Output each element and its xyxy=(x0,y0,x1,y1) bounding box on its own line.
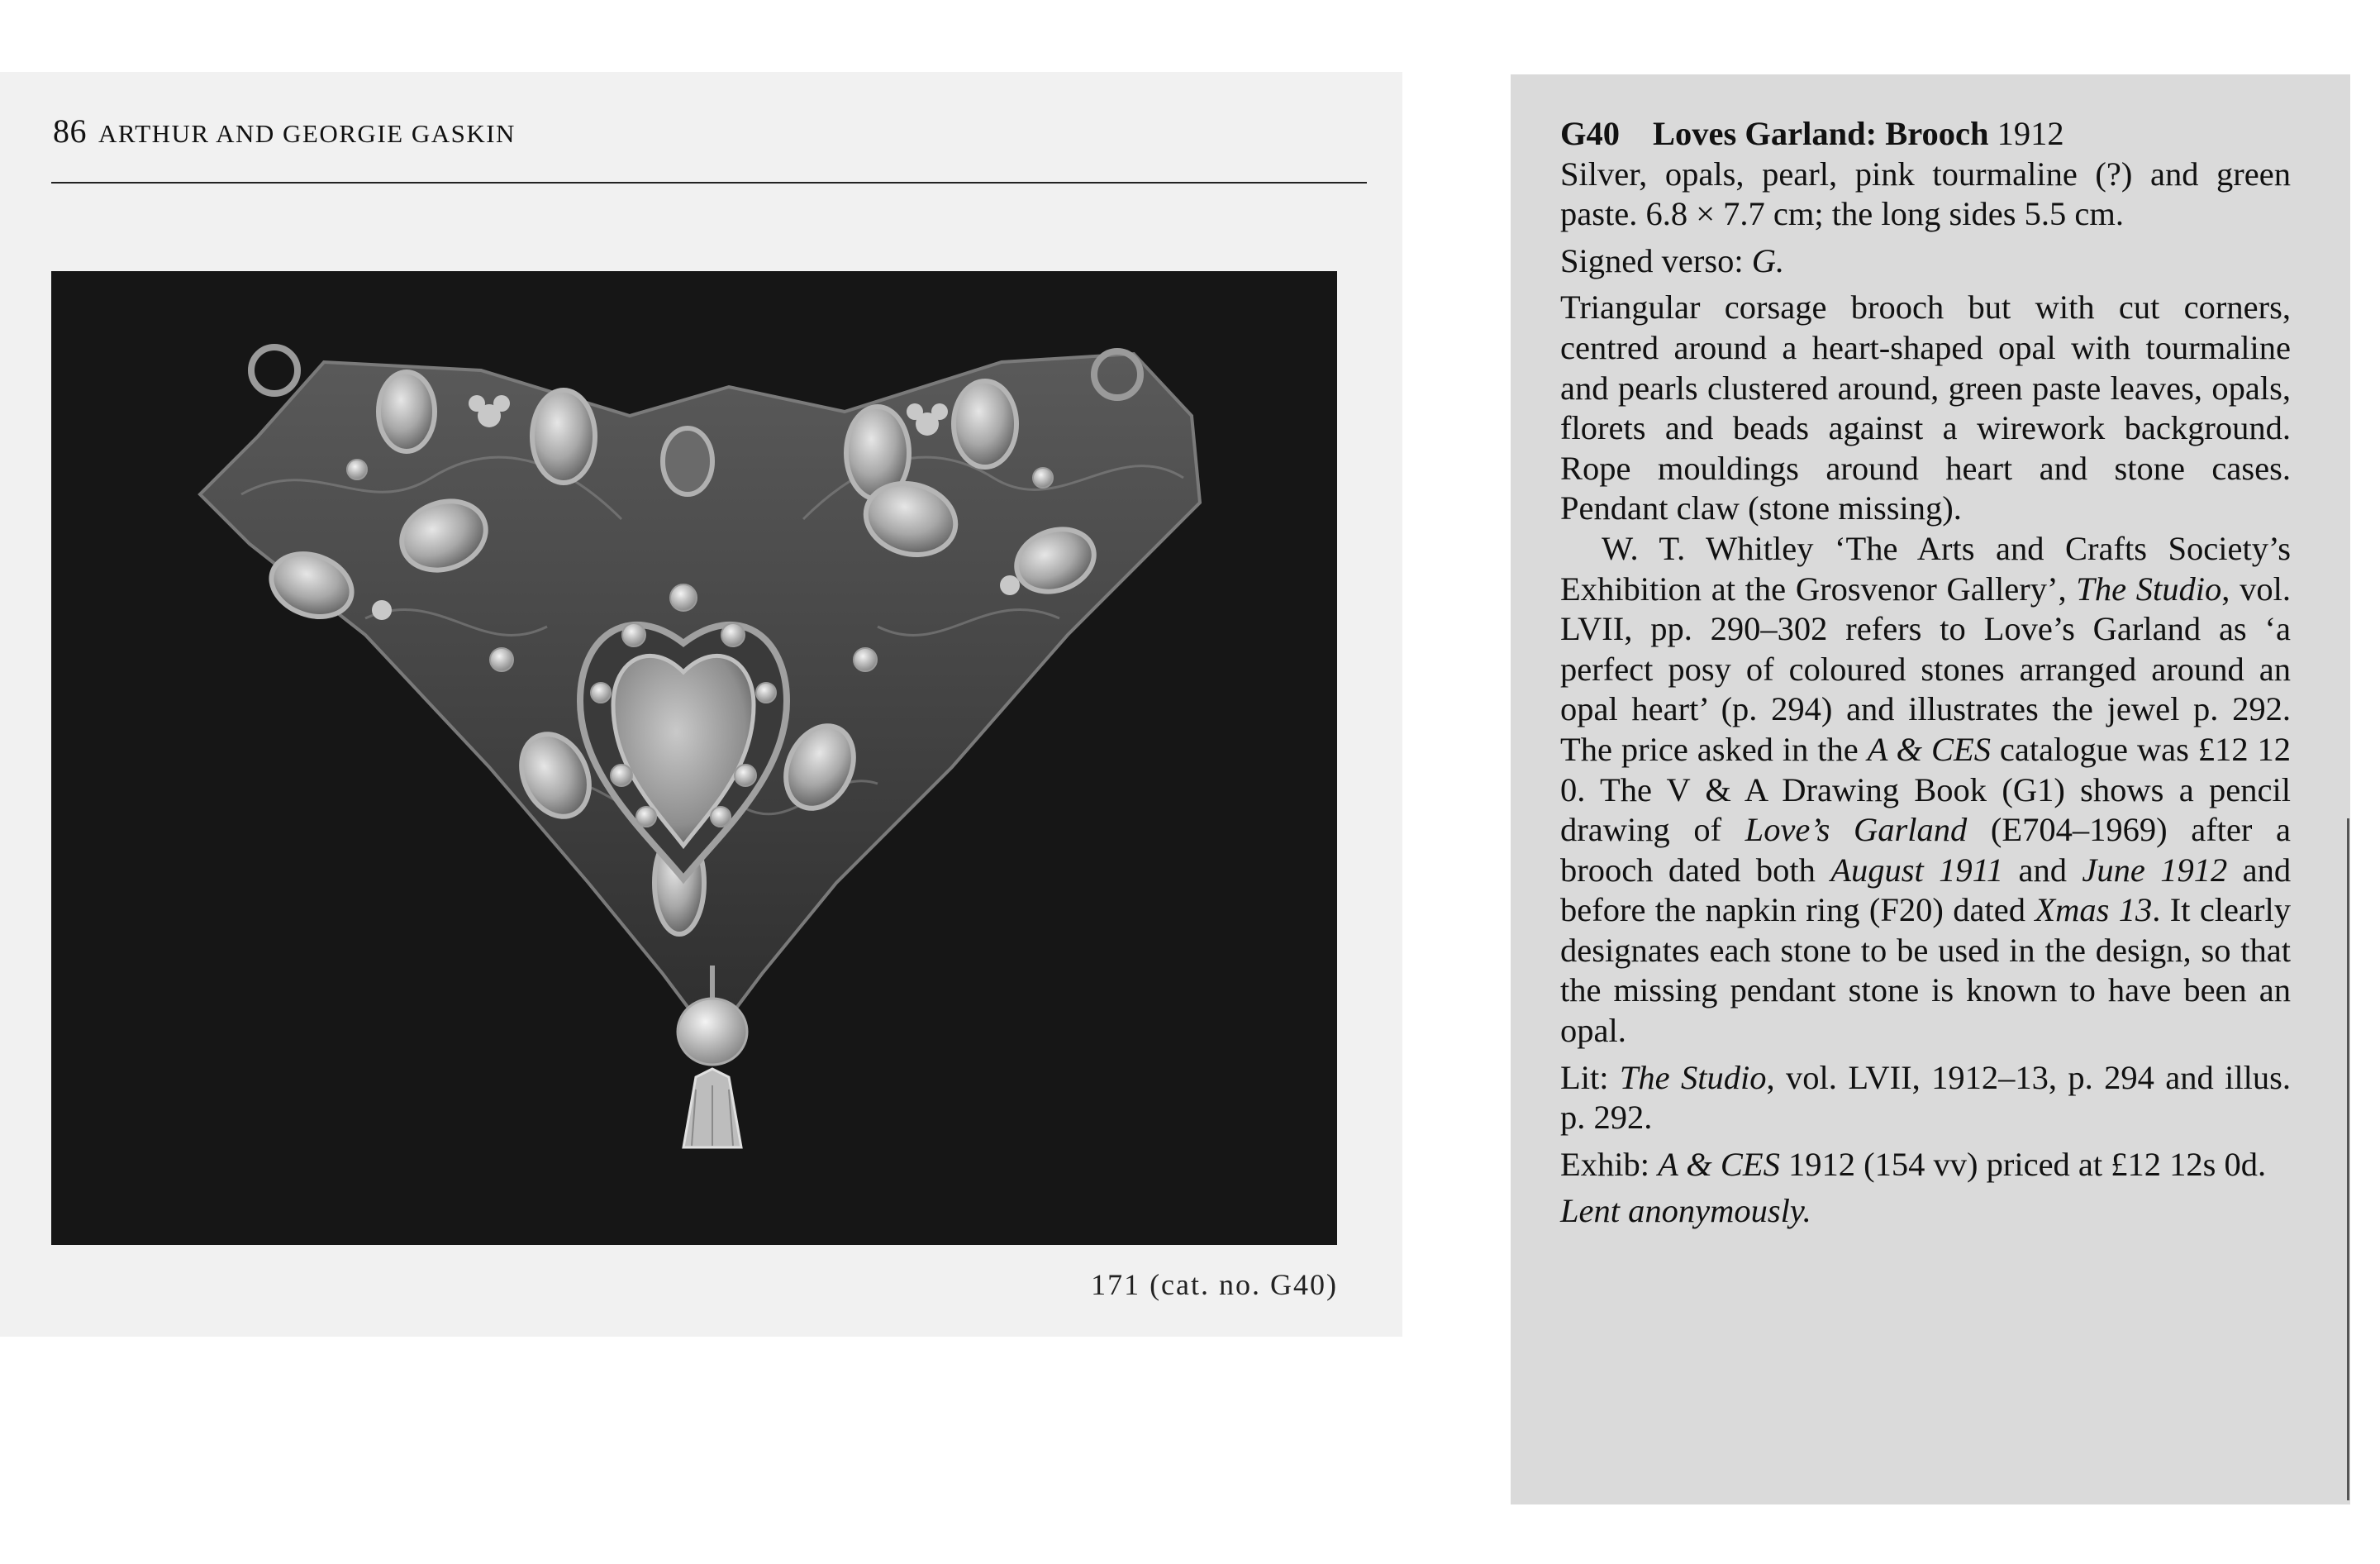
note-part: (E704–1969) after a brooch dated both xyxy=(1560,811,2291,889)
note-date: June 1912 xyxy=(2082,851,2228,889)
note-date: August 1911 xyxy=(1830,851,2004,889)
catalogue-number: G40 xyxy=(1560,115,1621,152)
entry-year: 1912 xyxy=(1997,115,2064,152)
note-text xyxy=(1560,529,2291,1051)
lit-journal: The Studio xyxy=(1619,1058,1767,1096)
materials-text: Silver, opals, pearl, pink tourmaline (?) and green paste. 6.8 × 7.7 cm; the long sides 5.5 cm. xyxy=(1560,155,2291,233)
note-lg-title: Love’s Garland xyxy=(1745,811,1968,849)
left-page xyxy=(0,72,1402,1337)
right-page xyxy=(1511,74,2350,1504)
lender-line: Lent anonymously. xyxy=(1560,1192,1811,1230)
exhib-rest: 1912 (154 vv) priced at £12 12s 0d. xyxy=(1788,1145,2267,1183)
note-journal: The Studio xyxy=(2076,570,2222,608)
note-part: and before the napkin ring (F20) dated xyxy=(1560,851,2292,929)
page-number: 86 xyxy=(53,112,87,150)
exhib-ace: A & CES xyxy=(1658,1145,1780,1183)
lit-label: Lit: xyxy=(1560,1058,1609,1096)
note-part: and xyxy=(2018,851,2068,889)
signed-value: G. xyxy=(1751,241,1785,279)
signed-line xyxy=(1560,241,2291,282)
note-ace: A & CES xyxy=(1867,730,1991,768)
literature-line xyxy=(1560,1058,2291,1138)
note-part: , vol. LVII, pp. 290–302 refers to Love’s Garland as ‘a perfect posy of coloured stones arranged around an opal heart’ (p. 294) and illustrates the jewel p. 292. The price asked in the xyxy=(1560,570,2291,768)
note-part: W. T. Whitley ‘The Arts and Crafts Society’s Exhibition at the Grosvenor Gallery’, xyxy=(1560,529,2291,608)
entry-heading xyxy=(1560,114,2291,155)
exhibition-line xyxy=(1560,1145,2291,1185)
page-edge xyxy=(2347,818,2349,1500)
note-part: catalogue was £12 12 0. The V & A Drawing Book (G1) shows a pencil drawing of xyxy=(1560,730,2291,849)
figure-caption: 171 (cat. no. G40) xyxy=(1091,1268,1338,1301)
catalogue-entry xyxy=(1560,114,2291,1232)
brooch-illustration xyxy=(51,271,1337,1245)
lit-rest: , vol. LVII, 1912–13, p. 294 and illus. p. 292. xyxy=(1560,1058,2291,1137)
note-part: . It clearly designates each stone to be used in the design, so that the missing pendant stone is known to have been an opal. xyxy=(1560,891,2291,1050)
entry-title: Loves Garland: Brooch xyxy=(1653,115,1989,152)
running-head xyxy=(53,112,1367,150)
description-text: Triangular corsage brooch but with cut corners, centred around a heart-shaped opal with tourmaline and pearls clustered around, green paste leaves, opals, florets and beads against a wirework background. Rope mouldings around heart and stone cases. Pendant claw (stone missing). xyxy=(1560,288,2291,527)
brooch-photograph xyxy=(51,271,1337,1245)
exhib-label: Exhib: xyxy=(1560,1145,1649,1183)
signed-label: Signed verso: xyxy=(1560,241,1744,279)
header-rule xyxy=(51,182,1367,184)
note-date: Xmas 13 xyxy=(2035,891,2153,929)
running-title: ARTHUR AND GEORGIE GASKIN xyxy=(98,119,516,148)
